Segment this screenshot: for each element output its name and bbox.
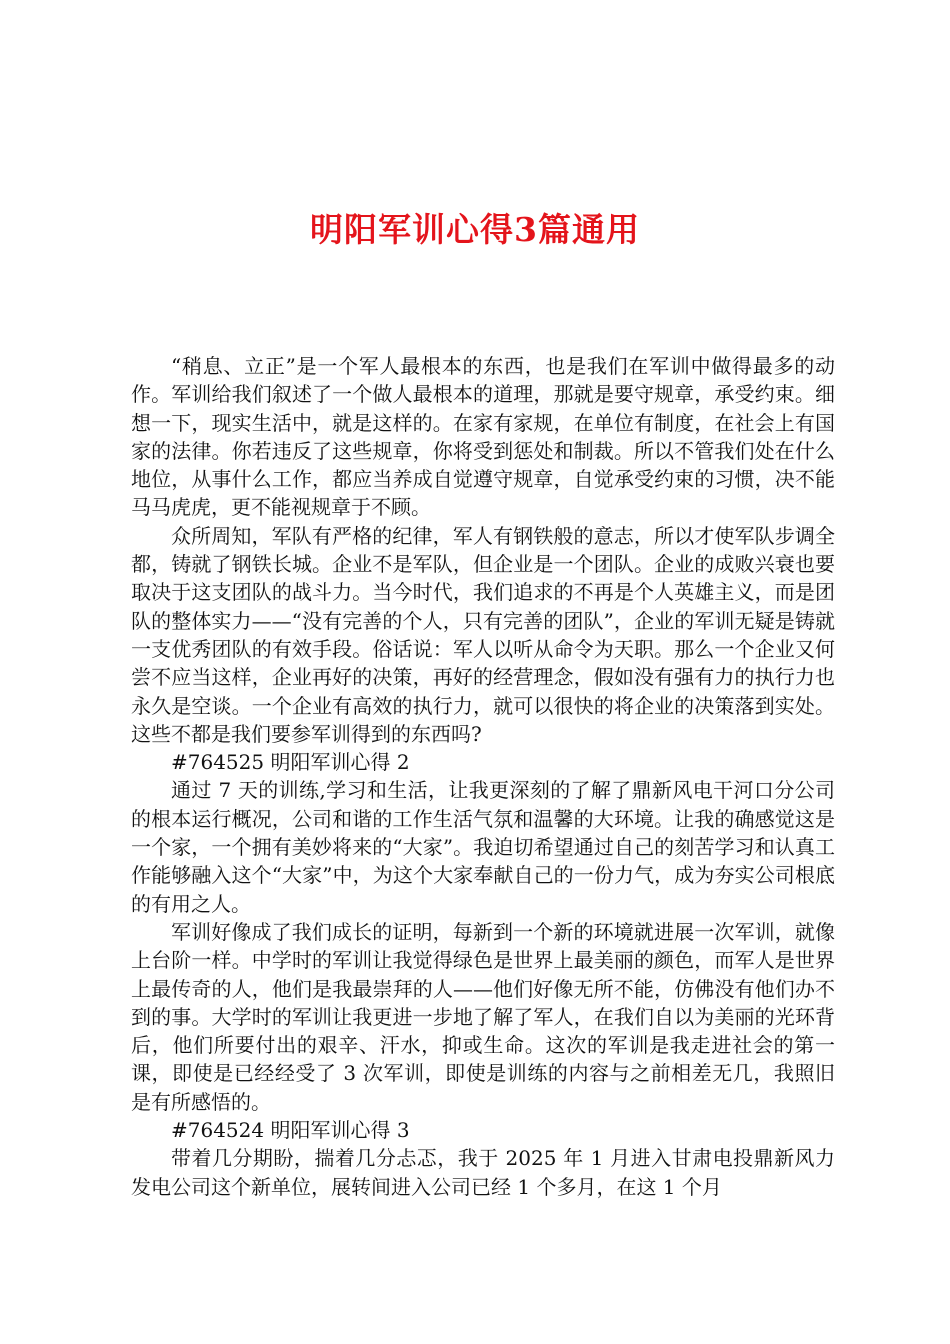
section-heading: #764525 明阳军训心得 2: [171, 750, 410, 775]
paragraph: 军训好像成了我们成长的证明，每新到一个新的环境就进展一次军训，就像上台阶一样。中学时的军训让我觉得绿色是世界上最美丽的颜色，而军人是世界上最传奇的人，他们是我最崇拜的人——他们好像无所不能，仿佛没有他们办不到的事。大学时的军训让我更进一步地了解了军人，在我们自以为美丽的光环背后，他们所要付出的艰辛、汗水，抑或生命。这次的军训是我走进社会的第一课，即使是已经经受了 3 次军训，即使是训练的内容与之前相差无几，我照旧是有所感悟的。: [131, 919, 835, 1114]
paragraph: 通过 7 天的训练,学习和生活，让我更深刻的了解了鼎新风电干河口分公司的根本运行概况，公司和谐的工作生活气氛和温馨的大环境。让我的确感觉这是一个家，一个拥有美妙将来的“大家”。我迫切希望通过自己的刻苦学习和认真工作能够融入这个“大家”中，为这个大家奉献自己的一份力气，成为夯实公司根底的有用之人。: [131, 778, 835, 916]
paragraph: 众所周知，军队有严格的纪律，军人有钢铁般的意志，所以才使军队步调全都，铸就了钢铁长城。企业不是军队，但企业是一个团队。企业的成败兴衰也要取决于这支团队的战斗力。当今时代，我们追求的不再是个人英雄主义，而是团队的整体实力——“没有完善的个人，只有完善的团队”，企业的军训无疑是铸就一支优秀团队的有效手段。俗话说：军人以听从命令为天职。那么一个企业又何尝不应当这样，企业再好的决策，再好的经营理念，假如没有强有力的执行力也永久是空谈。一个企业有高效的执行力，就可以很快的将企业的决策落到实处。这些不都是我们要参军训得到的东西吗?: [131, 523, 835, 746]
paragraph: “稍息、立正”是一个军人最根本的东西，也是我们在军训中做得最多的动作。军训给我们叙述了一个做人最根本的道理，那就是要守规章，承受约束。细想一下，现实生活中，就是这样的。在家有家规，在单位有制度，在社会上有国家的法律。你若违反了这些规章，你将受到惩处和制裁。所以不管我们处在什么地位，从事什么工作，都应当养成自觉遵守规章，自觉承受约束的习惯，决不能马马虎虎，更不能视规章于不顾。: [131, 354, 835, 520]
document-title: 明阳军训心得3篇通用: [310, 210, 640, 249]
document-body: [131, 352, 835, 1201]
section-heading: #764524 明阳军训心得 3: [171, 1118, 410, 1143]
paragraph: 带着几分期盼，揣着几分忐忑，我于 2025 年 1 月进入甘肃电投鼎新风力发电公司这个新单位，展转间进入公司已经 1 个多月，在这 1 个月: [131, 1146, 835, 1199]
